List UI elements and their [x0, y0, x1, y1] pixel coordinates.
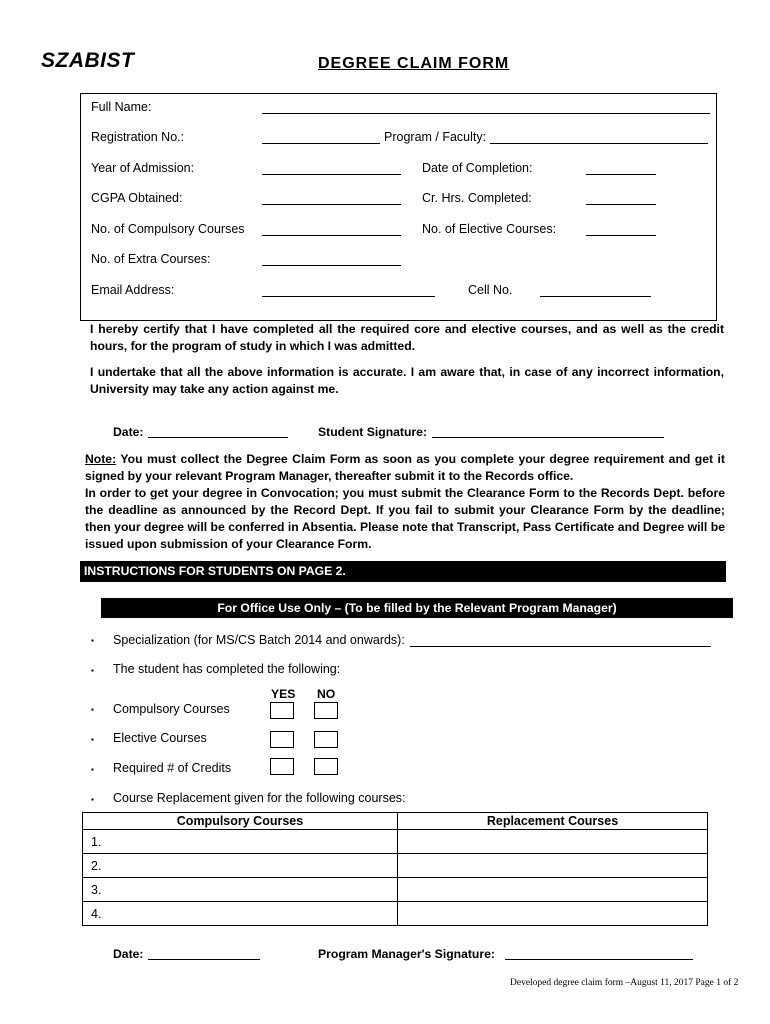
extra-courses-field[interactable] [262, 265, 401, 266]
student-date-field[interactable] [148, 437, 288, 438]
required-credits-item: Required # of Credits [113, 761, 232, 775]
row-number-cell[interactable]: 4. [83, 902, 398, 926]
credits-yes-checkbox[interactable] [270, 758, 294, 775]
specialization-field[interactable] [410, 646, 711, 647]
cgpa-label: CGPA Obtained: [91, 191, 183, 205]
email-field[interactable] [262, 296, 435, 297]
year-of-admission-field[interactable] [262, 174, 401, 175]
credits-no-checkbox[interactable] [314, 758, 338, 775]
program-faculty-label: Program / Faculty: [384, 130, 487, 144]
full-name-label: Full Name: [91, 100, 152, 114]
note-paragraph [85, 451, 725, 485]
email-label: Email Address: [91, 283, 175, 297]
student-signature-field[interactable] [432, 437, 664, 438]
note-label: Note: [85, 452, 117, 466]
bullet-icon: ▪ [91, 666, 94, 675]
pm-date-field[interactable] [148, 959, 260, 960]
table-row [83, 854, 708, 878]
date-of-completion-field[interactable] [586, 174, 656, 175]
cr-hrs-field[interactable] [586, 204, 656, 205]
table-row [83, 830, 708, 854]
cgpa-field[interactable] [262, 204, 401, 205]
row-number-cell[interactable]: 1. [83, 830, 398, 854]
note-text-1: You must collect the Degree Claim Form as soon as you complete your degree requirement and get it signed by your relevant Program Manager, thereafter submit it to the Records office. [85, 452, 725, 483]
replacement-cell[interactable] [398, 854, 708, 878]
elective-courses-label: No. of Elective Courses: [422, 222, 557, 236]
program-faculty-field[interactable] [490, 143, 708, 144]
elective-yes-checkbox[interactable] [270, 731, 294, 748]
student-info-box [80, 93, 717, 321]
compulsory-courses-header: Compulsory Courses [83, 813, 398, 830]
full-name-field[interactable] [262, 113, 710, 114]
table-row [83, 878, 708, 902]
elective-no-checkbox[interactable] [314, 731, 338, 748]
office-use-bar: For Office Use Only – (To be filled by the Relevant Program Manager) [101, 598, 733, 618]
replacement-cell[interactable] [398, 878, 708, 902]
course-replacement-table [82, 812, 708, 926]
completed-following-label: The student has completed the following: [113, 662, 341, 676]
compulsory-courses-field[interactable] [262, 235, 401, 236]
course-replacement-label: Course Replacement given for the following courses: [113, 791, 406, 805]
certify-statement: I hereby certify that I have completed all the required core and elective courses, and as well as the credit hours, for the program of study in which I was admitted. [90, 322, 724, 353]
bullet-icon: ▪ [91, 636, 94, 645]
compulsory-yes-checkbox[interactable] [270, 702, 294, 719]
bullet-icon: ▪ [91, 765, 94, 774]
cr-hrs-label: Cr. Hrs. Completed: [422, 191, 532, 205]
registration-no-label: Registration No.: [91, 130, 185, 144]
cell-field[interactable] [540, 296, 651, 297]
page-title: DEGREE CLAIM FORM [318, 55, 510, 72]
student-signature-label: Student Signature: [318, 425, 428, 439]
row-number-cell[interactable]: 3. [83, 878, 398, 902]
replacement-courses-header: Replacement Courses [398, 813, 708, 830]
row-number-cell[interactable]: 2. [83, 854, 398, 878]
bullet-icon: ▪ [91, 795, 94, 804]
szabist-logo: SZABIST [41, 49, 135, 72]
pm-signature-label: Program Manager's Signature: [318, 947, 495, 961]
replacement-cell[interactable] [398, 902, 708, 926]
cell-label: Cell No. [468, 283, 513, 297]
compulsory-courses-label: No. of Compulsory Courses [91, 222, 245, 236]
year-of-admission-label: Year of Admission: [91, 161, 195, 175]
registration-no-field[interactable] [262, 143, 380, 144]
page-footer: Developed degree claim form –August 11, 2017 Page 1 of 2 [510, 978, 739, 988]
elective-courses-item: Elective Courses [113, 731, 207, 745]
note-paragraph-2: In order to get your degree in Convocation; you must submit the Clearance Form to the Records Dept. before the deadline as announced by the Record Dept. If you fail to submit your Clearance Form by the deadline; then your degree will be conferred in Absentia. Please note that Transcript, Pass Certificate and Degree will be issued upon submission of your Clearance Form. [85, 486, 725, 551]
replacement-cell[interactable] [398, 830, 708, 854]
specialization-label: Specialization (for MS/CS Batch 2014 and onwards): [113, 633, 405, 647]
extra-courses-label: No. of Extra Courses: [91, 252, 211, 266]
date-of-completion-label: Date of Completion: [422, 161, 533, 175]
instructions-bar: INSTRUCTIONS FOR STUDENTS ON PAGE 2. [80, 561, 726, 582]
no-header: NO [317, 687, 336, 701]
bullet-icon: ▪ [91, 735, 94, 744]
table-row [83, 902, 708, 926]
compulsory-no-checkbox[interactable] [314, 702, 338, 719]
elective-courses-field[interactable] [586, 235, 656, 236]
student-date-label: Date: [113, 425, 144, 439]
yes-header: YES [271, 687, 296, 701]
pm-date-label: Date: [113, 947, 144, 961]
bullet-icon: ▪ [91, 705, 94, 714]
undertake-statement: I undertake that all the above information is accurate. I am aware that, in case of any incorrect information, University may take any action against me. [90, 365, 724, 396]
compulsory-courses-item: Compulsory Courses [113, 702, 230, 716]
pm-signature-field[interactable] [505, 959, 693, 960]
